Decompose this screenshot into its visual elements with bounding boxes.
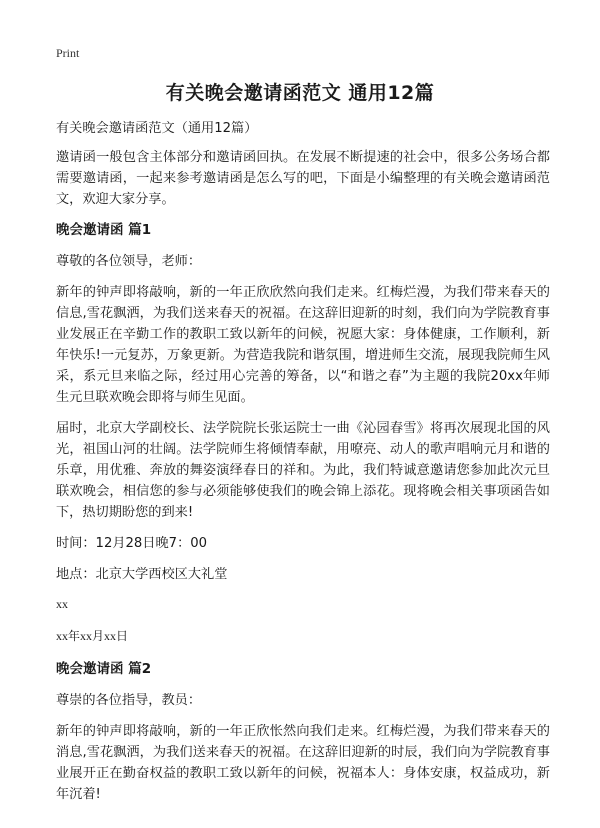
- section-heading-1: 晚会邀请函 篇1: [56, 222, 152, 238]
- document-subtitle: 有关晚会邀请函范文（通用12篇）: [56, 121, 258, 136]
- intro-paragraph: 邀请函一般包含主体部分和邀请函回执。在发展不断提速的社会中，很多公务场合都需要邀请函，一起来参考邀请函是怎么写的吧，下面是小编整理的有关晚会邀请函范文，欢迎大家分享。: [56, 150, 550, 207]
- document-body: [56, 118, 550, 815]
- document-title: 有关晚会邀请函范文 通用12篇: [165, 82, 435, 104]
- section-heading-2: 晚会邀请函 篇2: [56, 661, 152, 677]
- section-1-greeting: 尊敬的各位领导，老师：: [56, 254, 202, 269]
- section-1-paragraph-1: 新年的钟声即将敲响，新的一年正欣欣然向我们走来。红梅烂漫，为我们带来春天的信息,雪花飘洒，为我们送来春天的祝福。在这辞旧迎新的时刻，我们向为学院教育事业发展正在辛勤工作的教职工致以新年的问候，祝愿大家：身体健康，工作顺利，新年快乐!一元复苏，万象更新。为营造我院和谐氛围，增进师生交流，展现我院师生风采，系元旦来临之际，经过用心完善的筹备，以“和谐之春”为主题的我院20xx年师生元旦联欢晚会即将与师生见面。: [56, 285, 550, 405]
- print-link[interactable]: Print: [56, 46, 80, 60]
- section-2-paragraph-1: 新年的钟声即将敲响，新的一年正欣怅然向我们走来。红梅烂漫，为我们带来春天的消息,雪花飘洒，为我们送来春天的祝福。在这辞旧迎新的时辰，我们向为学院教育事业展开正在勤奋权益的教职工致以新年的问候，祝福本人：身体安康，权益成功，新年沉着!: [56, 724, 550, 802]
- section-2-greeting: 尊崇的各位指导，教员：: [56, 693, 202, 708]
- section-1-place: 地点：北京大学西校区大礼堂: [56, 567, 228, 582]
- section-1-time: 时间：12月28日晚7：00: [56, 536, 208, 551]
- section-1-paragraph-2: 届时，北京大学副校长、法学院院长张运院士一曲《沁园春雪》将再次展现北国的风光，祖国山河的壮阔。法学院师生将倾情奉献，用嘹亮、动人的歌声唱响元月和谐的乐章，用优雅、奔放的舞姿演绎春日的祥和。为此，我们特诚意邀请您参加此次元旦联欢晚会，相信您的参与必须能够使我们的晚会锦上添花。现将晚会相关事项函告如下，热切期盼您的到来!: [56, 421, 550, 520]
- section-1-signature: xx: [56, 597, 68, 611]
- section-1-date: xx年xx月xx日: [56, 629, 129, 643]
